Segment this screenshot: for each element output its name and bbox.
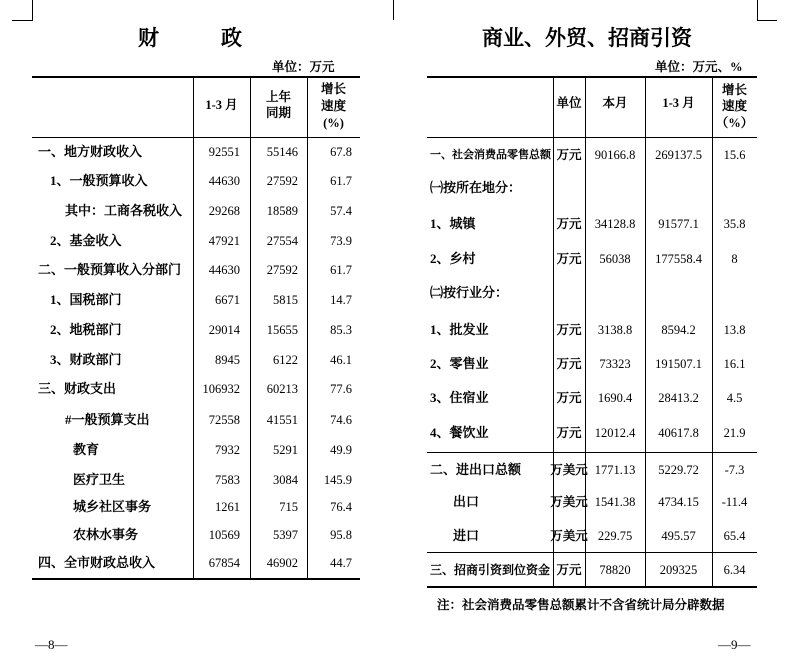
table-row: [32, 321, 360, 339]
header-q1: 1-3 月: [662, 96, 695, 110]
growth-value: 15.6: [723, 148, 746, 162]
table-row: [32, 441, 360, 459]
prior-year-value: 715: [279, 500, 298, 514]
row-label: 医疗卫生: [73, 472, 126, 487]
row-label: 2、基金收入: [50, 233, 122, 248]
prior-year-value: 46902: [266, 556, 298, 570]
table-row: [32, 261, 360, 279]
prior-year-value: 5397: [273, 528, 298, 542]
table-row: [427, 493, 757, 511]
table-row: [32, 411, 360, 429]
table-row: [32, 471, 360, 489]
table-row: [427, 461, 757, 479]
row-label: #一般预算支出: [65, 412, 150, 427]
row-label: 出口: [453, 494, 480, 509]
growth-value: -11.4: [721, 495, 748, 509]
unit-label: 单位：万元、%: [655, 60, 743, 74]
growth-value: 77.6: [330, 382, 352, 396]
growth-value: 73.9: [330, 234, 352, 248]
table-row: [32, 172, 360, 190]
row-label: 4、餐饮业: [430, 425, 489, 440]
unit-value: 万元: [556, 563, 582, 577]
q1-value: 91577.1: [658, 217, 699, 231]
header-growth: 速度: [320, 99, 346, 113]
page-number: —9—: [718, 637, 751, 652]
row-label: 进口: [453, 528, 480, 543]
q1-value: 44630: [208, 263, 240, 277]
header-growth: 增长: [320, 82, 346, 96]
month-value: 90166.8: [594, 148, 636, 162]
table-row: [32, 202, 360, 220]
table-row: [32, 498, 360, 516]
table-row: [427, 146, 757, 164]
q1-value: 92551: [208, 145, 240, 159]
crop-mark: [757, 20, 777, 21]
prior-year-value: 27592: [266, 174, 298, 188]
prior-year-value: 3084: [273, 473, 298, 487]
unit-value: 万美元: [550, 463, 588, 477]
q1-value: 8594.2: [661, 323, 696, 337]
row-label: 3、财政部门: [50, 352, 122, 367]
growth-value: 46.1: [330, 353, 352, 367]
crop-mark: [393, 0, 394, 20]
row-label: 农林水事务: [73, 527, 139, 542]
row-label: 3、住宿业: [430, 390, 489, 405]
month-value: 1690.4: [597, 391, 633, 405]
q1-value: 4734.15: [658, 495, 699, 509]
prior-year-value: 55146: [266, 145, 298, 159]
growth-value: 21.9: [723, 426, 746, 440]
q1-value: 1261: [215, 500, 240, 514]
unit-value: 万元: [556, 217, 582, 231]
month-value: 34128.8: [594, 217, 636, 231]
row-label: ㈠按所在地分：: [430, 180, 522, 195]
prior-year-value: 27554: [266, 234, 298, 248]
table-bottom-rule: [427, 586, 757, 588]
unit-label: 单位：万元: [272, 60, 335, 74]
month-value: 12012.4: [594, 426, 636, 440]
q1-value: 28413.2: [658, 391, 699, 405]
unit-value: 万美元: [550, 529, 588, 543]
header-prior-year: 同期: [265, 106, 291, 120]
q1-value: 495.57: [661, 529, 696, 543]
row-label: 教育: [73, 442, 100, 457]
crop-mark: [757, 0, 758, 20]
footnote: 注：社会消费品零售总额累计不含省统计局分辟数据: [437, 598, 725, 612]
q1-value: 47921: [208, 234, 240, 248]
prior-year-value: 18589: [266, 204, 298, 218]
q1-value: 106932: [202, 382, 240, 396]
table-row: [32, 232, 360, 250]
section-rule: [427, 552, 757, 553]
q1-value: 10569: [208, 528, 240, 542]
prior-year-value: 60213: [266, 382, 298, 396]
header-growth: 增长: [721, 83, 747, 97]
q1-value: 44630: [208, 174, 240, 188]
page-title: 财政: [138, 26, 304, 50]
growth-value: 16.1: [723, 357, 746, 371]
row-label: 二、进出口总额: [430, 462, 522, 477]
header-prior-year: 上年: [265, 90, 291, 104]
row-label: ㈡按行业分：: [430, 285, 509, 300]
table-row: [427, 527, 757, 545]
section-row: [427, 284, 757, 302]
month-value: 3138.8: [597, 323, 633, 337]
table-row: [32, 380, 360, 398]
table-row: [32, 554, 360, 572]
table-row: [427, 250, 757, 268]
q1-value: 191507.1: [655, 357, 702, 371]
month-value: 1541.38: [594, 495, 636, 509]
header-unit: 单位: [556, 96, 582, 110]
growth-value: 76.4: [330, 500, 352, 514]
q1-value: 40617.8: [658, 426, 699, 440]
growth-value: 61.7: [330, 263, 352, 277]
row-label: 一、社会消费品零售总额: [430, 149, 551, 161]
table-row: [32, 143, 360, 161]
unit-value: 万元: [556, 323, 582, 337]
row-label: 二、一般预算收入分部门: [38, 262, 182, 277]
growth-value: 61.7: [330, 174, 352, 188]
row-label: 2、地税部门: [50, 322, 122, 337]
prior-year-value: 6122: [273, 353, 298, 367]
table-row: [427, 355, 757, 373]
prior-year-value: 27592: [266, 263, 298, 277]
row-label: 城乡社区事务: [73, 499, 152, 514]
table-row: [427, 215, 757, 233]
growth-value: 35.8: [723, 217, 746, 231]
q1-value: 72558: [208, 413, 240, 427]
header-growth: (%): [323, 116, 344, 130]
q1-value: 6671: [215, 293, 240, 307]
prior-year-value: 15655: [266, 323, 298, 337]
growth-value: 8: [731, 252, 738, 266]
row-label: 三、招商引资到位资金: [430, 563, 551, 577]
table-top-rule: [427, 76, 757, 78]
page-title: 商业、外贸、招商引资: [482, 26, 692, 50]
header-growth: （%）: [715, 116, 754, 130]
table-bottom-rule: [32, 578, 360, 580]
growth-value: 44.7: [330, 556, 352, 570]
row-label: 三、财政支出: [38, 381, 117, 396]
row-label: 四、全市财政总收入: [38, 555, 156, 570]
prior-year-value: 5815: [273, 293, 298, 307]
growth-value: 49.9: [330, 443, 352, 457]
month-value: 78820: [599, 563, 631, 577]
growth-value: 57.4: [330, 204, 352, 218]
crop-mark: [32, 0, 33, 20]
table-row: [32, 526, 360, 544]
row-label: 2、零售业: [430, 356, 489, 371]
growth-value: 74.6: [330, 413, 352, 427]
table-row: [32, 351, 360, 369]
unit-value: 万元: [556, 252, 582, 266]
growth-value: 85.3: [330, 323, 352, 337]
month-value: 1771.13: [594, 463, 636, 477]
prior-year-value: 5291: [273, 443, 298, 457]
q1-value: 29014: [208, 323, 240, 337]
row-label: 1、一般预算收入: [50, 173, 148, 188]
header-q1: 1-3 月: [205, 98, 238, 112]
unit-value: 万元: [556, 426, 582, 440]
q1-value: 7932: [215, 443, 240, 457]
growth-value: 6.34: [723, 563, 746, 577]
table-row: [32, 291, 360, 309]
q1-value: 8945: [215, 353, 240, 367]
page-number: —8—: [35, 637, 68, 652]
q1-value: 269137.5: [655, 148, 702, 162]
growth-value: 67.8: [330, 145, 352, 159]
table-row: [427, 389, 757, 407]
growth-value: 13.8: [723, 323, 746, 337]
q1-value: 209325: [659, 563, 698, 577]
month-value: 56038: [599, 252, 631, 266]
growth-value: 65.4: [723, 529, 746, 543]
unit-value: 万元: [556, 357, 582, 371]
row-label: 1、国税部门: [50, 292, 122, 307]
header-month: 本月: [602, 96, 628, 110]
growth-value: 95.8: [330, 528, 352, 542]
q1-value: 5229.72: [658, 463, 699, 477]
crop-mark: [12, 20, 33, 21]
growth-value: 14.7: [330, 293, 352, 307]
header-rule: [427, 137, 757, 138]
unit-value: 万美元: [550, 495, 588, 509]
table-row: [427, 561, 757, 579]
row-label: 其中：工商各税收入: [65, 203, 183, 218]
q1-value: 29268: [208, 204, 240, 218]
section-row: [427, 179, 757, 197]
table-row: [427, 321, 757, 339]
header-rule: [32, 137, 360, 138]
growth-value: 145.9: [323, 473, 352, 487]
growth-value: 4.5: [726, 391, 743, 405]
table-top-rule: [32, 76, 360, 78]
month-value: 229.75: [597, 529, 633, 543]
q1-value: 7583: [215, 473, 240, 487]
unit-value: 万元: [556, 148, 582, 162]
q1-value: 67854: [208, 556, 240, 570]
row-label: 1、批发业: [430, 322, 489, 337]
table-row: [427, 424, 757, 442]
row-label: 1、城镇: [430, 216, 476, 231]
unit-value: 万元: [556, 391, 582, 405]
header-growth: 速度: [721, 99, 747, 113]
row-label: 一、地方财政收入: [38, 144, 143, 159]
prior-year-value: 41551: [266, 413, 298, 427]
growth-value: -7.3: [724, 463, 745, 477]
row-label: 2、乡村: [430, 251, 476, 266]
month-value: 73323: [599, 357, 631, 371]
q1-value: 177558.4: [655, 252, 702, 266]
section-rule: [427, 452, 757, 453]
